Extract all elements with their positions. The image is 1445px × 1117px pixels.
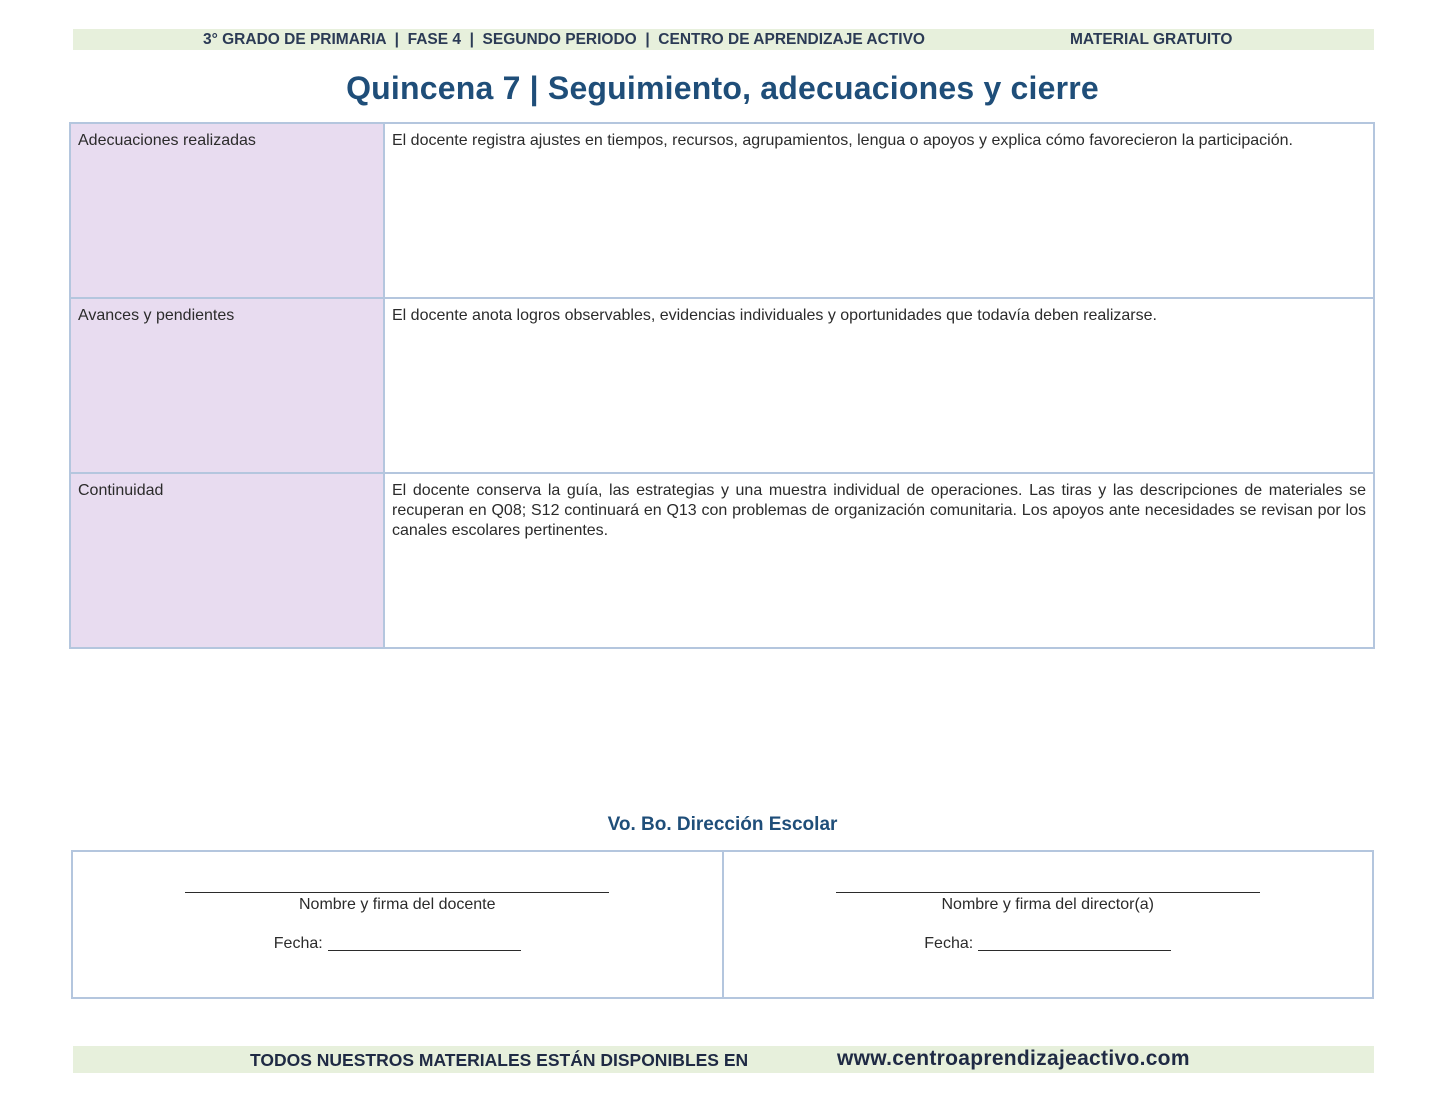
follow-up-table	[69, 122, 1375, 649]
director-signature-block	[724, 892, 1373, 954]
table-row	[70, 473, 1374, 648]
teacher-signature-block	[73, 892, 722, 954]
teacher-date-line[interactable]	[328, 950, 521, 951]
director-signature-caption: Nombre y firma del director(a)	[941, 896, 1154, 913]
director-signature-cell	[723, 851, 1374, 998]
teacher-signature-caption: Nombre y firma del docente	[298, 896, 496, 913]
director-date-label: Fecha:	[924, 935, 974, 952]
header-free-material: MATERIAL GRATUITO	[1070, 31, 1233, 48]
table-row	[70, 298, 1374, 473]
teacher-date-label: Fecha:	[273, 935, 323, 952]
director-signature-line[interactable]	[836, 892, 1260, 893]
header-grade-info: 3° GRADO DE PRIMARIA | FASE 4 | SEGUNDO PERIODO | CENTRO DE APRENDIZAJE ACTIVO	[203, 31, 925, 48]
row-content-avances: El docente anota logros observables, evidencias individuales y oportunidades que todavía deben realizarse.	[384, 298, 1374, 473]
teacher-signature-line[interactable]	[185, 892, 609, 893]
teacher-date-row	[73, 934, 722, 954]
vobo-title: Vo. Bo. Dirección Escolar	[607, 814, 838, 835]
header-banner	[73, 29, 1374, 50]
row-label-adecuaciones: Adecuaciones realizadas	[70, 123, 384, 298]
footer-website-link[interactable]: www.centroaprendizajeactivo.com	[837, 1047, 1190, 1070]
row-content-adecuaciones: El docente registra ajustes en tiempos, recursos, agrupamientos, lengua o apoyos y explica cómo favorecieron la participación.	[384, 123, 1374, 298]
row-content-continuidad: El docente conserva la guía, las estrategias y una muestra individual de operaciones. Las tiras y las descripciones de materiales se recuperan en Q08; S12 continuará en Q13 con problemas de organización comunitaria. Los apoyos ante necesidades se revisan por los canales escolares pertinentes.	[384, 473, 1374, 648]
row-label-continuidad: Continuidad	[70, 473, 384, 648]
table-row	[70, 123, 1374, 298]
footer-availability-text: TODOS NUESTROS MATERIALES ESTÁN DISPONIBLES EN	[250, 1050, 749, 1070]
row-label-avances: Avances y pendientes	[70, 298, 384, 473]
page-title: Quincena 7 | Seguimiento, adecuaciones y cierre	[346, 70, 1099, 106]
signature-table	[71, 850, 1374, 999]
director-date-row	[724, 934, 1373, 954]
footer-banner	[73, 1046, 1374, 1073]
teacher-signature-cell	[72, 851, 723, 998]
director-date-line[interactable]	[978, 950, 1171, 951]
